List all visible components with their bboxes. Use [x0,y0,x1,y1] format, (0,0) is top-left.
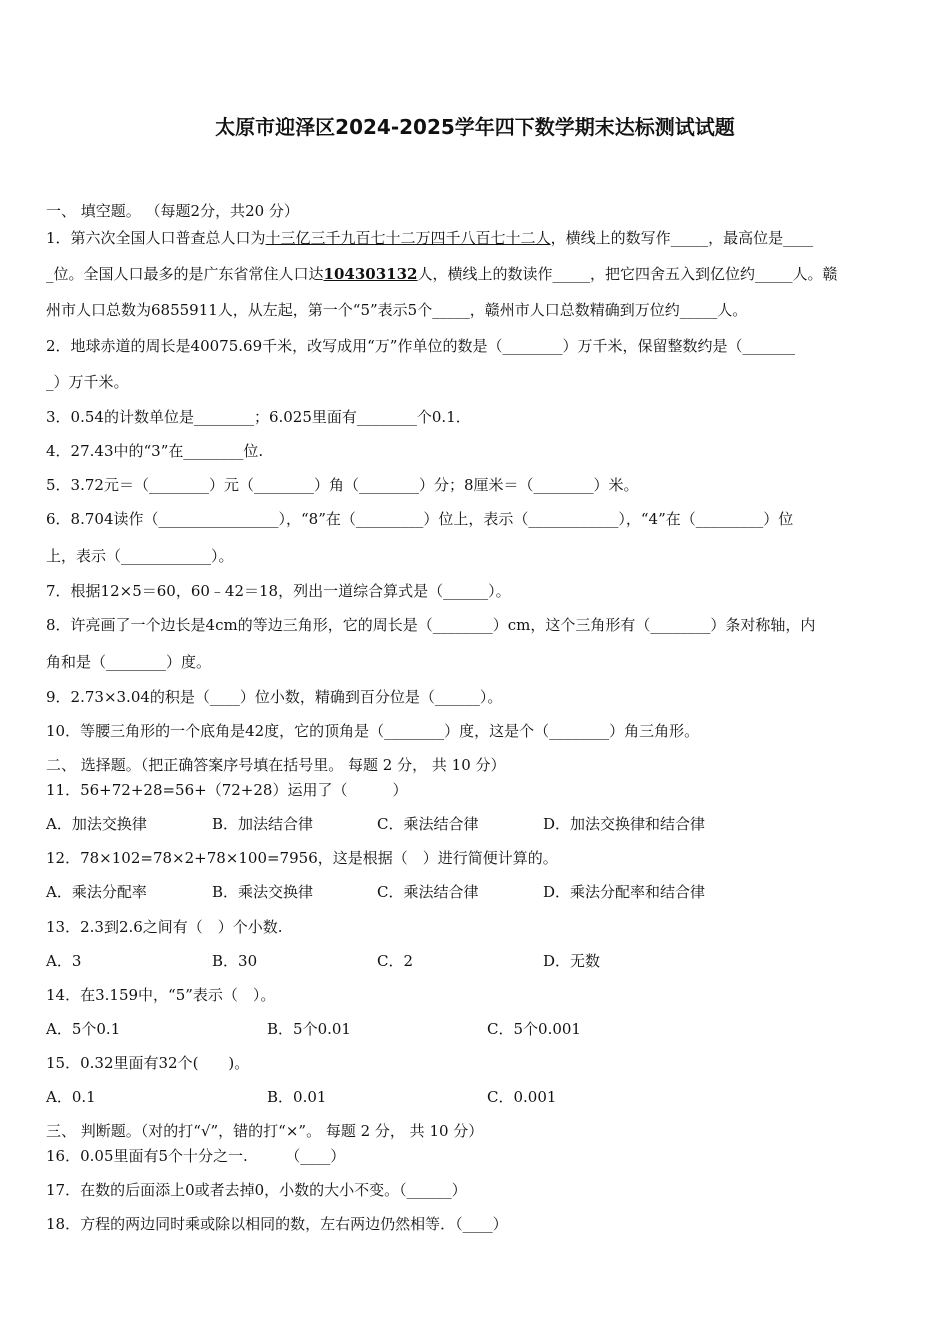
question-6-line-2: 上，表示（____________）。 [46,547,234,565]
question-13-stem: 13．2.3到2.6之间有（ ）个小数. [46,918,283,936]
question-11-options [46,813,916,835]
section-3-header: 三、 判断题。（对的打“√”，错的打“×”。 每题 2 分， 共 10 分） [46,1122,484,1140]
question-12-stem: 12．78×102=78×2+78×100=7956，这是根据（ ）进行简便计算的。 [46,849,558,867]
section-1-header: 一、 填空题。 （每题2分，共20 分） [46,202,299,220]
option-c[interactable]: C．乘法结合律 [377,815,479,833]
option-c[interactable]: C．乘法结合律 [377,883,479,901]
question-1-line-3: 州市人口总数为6855911人，从左起，第一个“5”表示5个_____，赣州市人口总数精确到万位约_____人。 [46,301,748,319]
question-5: 5．3.72元＝（________）元（________）角（________）分；8厘米＝（________）米。 [46,476,639,494]
option-d[interactable]: D．乘法分配率和结合律 [543,883,706,901]
q1-l1-pre: 1．第六次全国人口普查总人口为 [46,229,266,247]
option-b[interactable]: B．5个0.01 [267,1020,351,1038]
question-14-options [46,1018,916,1040]
question-1-line-1 [46,227,916,249]
option-a[interactable]: A．0.1 [46,1088,96,1106]
question-10: 10．等腰三角形的一个底角是42度，它的顶角是（________）度，这是个（________）角三角形。 [46,722,700,740]
q1-l2-post: 人，横线上的数读作_____，把它四舍五入到亿位约_____人。赣 [417,265,838,283]
question-18: 18．方程的两边同时乘或除以相同的数，左右两边仍然相等．（____） [46,1215,508,1233]
question-9: 9．2.73×3.04的积是（____）位小数，精确到百分位是（______）。 [46,688,503,706]
option-a[interactable]: A．3 [46,952,82,970]
q1-l2-underlined: 104303132 [323,265,418,283]
question-12-options [46,881,916,903]
question-1-line-2 [46,263,916,285]
question-15-stem: 15．0.32里面有32个( )。 [46,1054,250,1072]
option-d[interactable]: D．加法交换律和结合律 [543,815,706,833]
question-2-line-2: _）万千米。 [46,373,129,391]
option-a[interactable]: A．乘法分配率 [46,883,147,901]
q1-l1-post: ，横线上的数写作_____，最高位是____ [550,229,814,247]
question-3: 3．0.54的计数单位是________；6.025里面有________个0.1． [46,408,471,426]
option-c[interactable]: C．5个0.001 [487,1020,581,1038]
question-17: 17．在数的后面添上0或者去掉0，小数的大小不变。（______） [46,1181,467,1199]
option-a[interactable]: A．加法交换律 [46,815,147,833]
option-c[interactable]: C．0.001 [487,1088,557,1106]
option-b[interactable]: B．0.01 [267,1088,327,1106]
question-4: 4．27.43中的“3”在________位. [46,442,264,460]
question-7: 7．根据12×5＝60，60﹣42＝18，列出一道综合算式是（______）。 [46,582,511,600]
question-13-options [46,950,916,972]
option-d[interactable]: D．无数 [543,952,601,970]
question-16: 16．0.05里面有5个十分之一. （____） [46,1147,346,1165]
option-c[interactable]: C．2 [377,952,414,970]
option-b[interactable]: B．30 [212,952,258,970]
question-14-stem: 14．在3.159中，“5”表示（ ）。 [46,986,276,1004]
section-2-header: 二、 选择题。（把正确答案序号填在括号里。 每题 2 分， 共 10 分） [46,756,506,774]
question-11-stem: 11．56+72+28=56+（72+28）运用了（ ） [46,781,408,799]
q1-l2-pre: _位。全国人口最多的是广东省常住人口达 [46,265,324,283]
option-b[interactable]: B．乘法交换律 [212,883,314,901]
question-8-line-2: 角和是（________）度。 [46,653,212,671]
question-2-line-1: 2．地球赤道的周长是40075.69千米，改写成用“万”作单位的数是（________）万千米，保留整数约是（_______ [46,337,795,355]
q1-l1-underlined: 十三亿三千九百七十二万四千八百七十二人 [265,229,551,247]
question-6-line-1: 6．8.704读作（________________），“8”在（_________）位上，表示（____________），“4”在（_________）位 [46,510,794,528]
page-title: 太原市迎泽区2024-2025学年四下数学期末达标测试试题 [215,115,735,139]
option-a[interactable]: A．5个0.1 [46,1020,121,1038]
question-8-line-1: 8．许亮画了一个边长是4cm的等边三角形，它的周长是（________）cm，这个三角形有（________）条对称轴，内 [46,616,816,634]
question-15-options [46,1086,916,1108]
option-b[interactable]: B．加法结合律 [212,815,314,833]
